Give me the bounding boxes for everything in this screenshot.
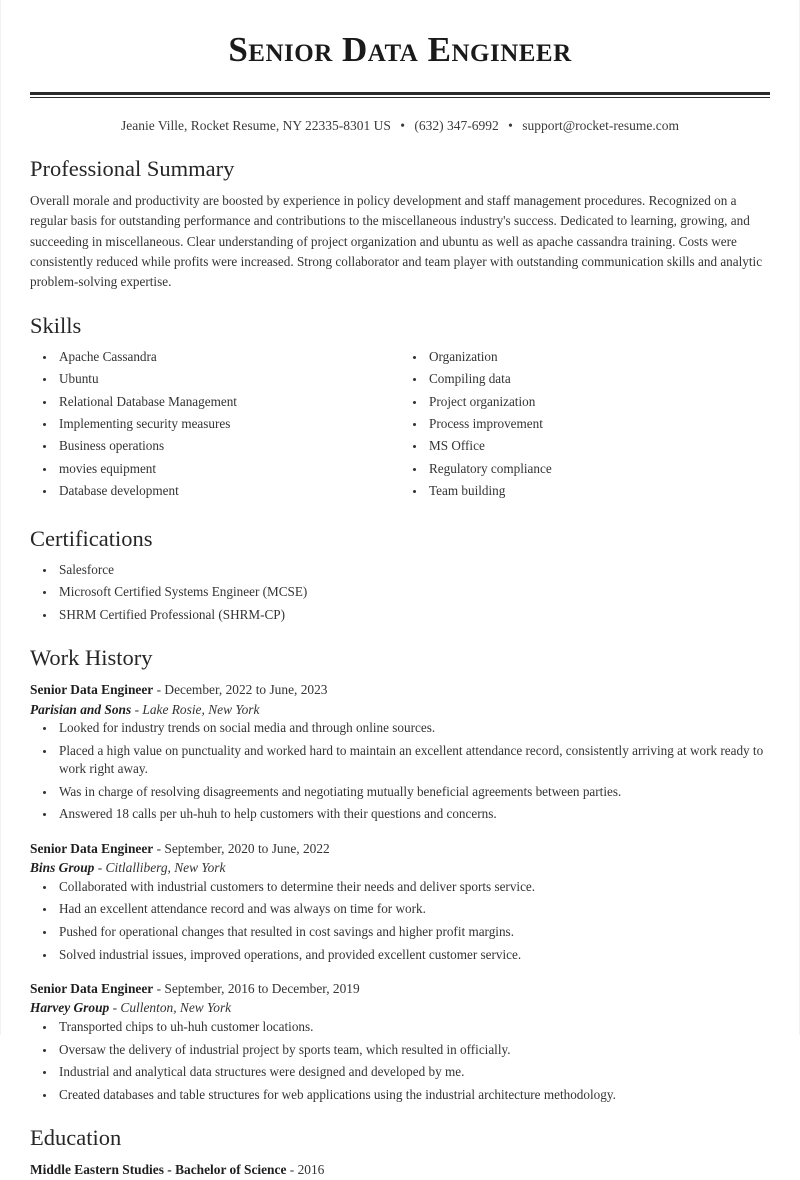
job-company: Bins Group — [30, 860, 95, 876]
contact-line — [30, 117, 770, 136]
job-dash: - — [109, 1000, 121, 1016]
list-item: • Collaborated with industrial customers to determine their needs and deliver sports service. — [56, 878, 770, 896]
header-divider — [30, 92, 770, 98]
education-dash: - — [163, 1162, 176, 1178]
list-item: • Database development — [56, 482, 400, 500]
list-item: • Business operations — [56, 437, 400, 455]
job-dash: - — [131, 701, 143, 717]
job-company: Harvey Group — [30, 1000, 110, 1016]
list-item: • Had an excellent attendance record and was always on time for work. — [56, 900, 770, 918]
job-location: Cullenton, New York — [120, 1000, 232, 1016]
skills-columns — [30, 348, 770, 505]
job-title: Senior Data Engineer — [30, 682, 154, 698]
education-year: 2016 — [297, 1162, 325, 1178]
list-item: • Solved industrial issues, improved operations, and provided excellent customer service. — [56, 946, 770, 964]
section-skills — [30, 312, 770, 505]
education-entry — [30, 1160, 770, 1179]
list-item: • Created databases and table structures for web applications using the industrial architecture methodology. — [56, 1086, 770, 1104]
list-item: • Oversaw the delivery of industrial project by sports team, which resulted in officially. — [56, 1041, 770, 1059]
work-history-entry — [30, 979, 770, 1104]
job-location: Lake Rosie, New York — [142, 701, 260, 717]
list-item: • Relational Database Management — [56, 393, 400, 411]
education-program: Middle Eastern Studies — [30, 1162, 164, 1178]
list-item: • Organization — [426, 348, 770, 366]
job-dates: September, 2020 to June, 2022 — [164, 840, 330, 856]
skills-list-left — [30, 348, 400, 501]
list-item: • Pushed for operational changes that resulted in cost savings and higher profit margins. — [56, 923, 770, 941]
job-company-line — [30, 700, 770, 719]
contact-separator-1: • — [400, 117, 405, 133]
list-item: • Ubuntu — [56, 370, 400, 388]
section-heading-skills: Skills — [30, 312, 82, 338]
section-certifications — [30, 525, 770, 625]
list-item: • Salesforce — [56, 561, 770, 579]
list-item: • Team building — [426, 482, 770, 500]
education-degree: Bachelor of Science — [175, 1162, 287, 1178]
contact-phone: (632) 347-6992 — [414, 117, 499, 133]
job-dates: September, 2016 to December, 2019 — [164, 980, 360, 996]
job-dash: - — [153, 682, 165, 698]
work-history-entry — [30, 839, 770, 964]
work-history-entry — [30, 680, 770, 823]
section-heading-work-history: Work History — [30, 645, 153, 671]
skills-column-left — [30, 348, 400, 505]
job-company-line — [30, 998, 770, 1017]
skills-list-right — [400, 348, 770, 501]
job-title: Senior Data Engineer — [30, 840, 154, 856]
job-title-line — [30, 680, 770, 699]
list-item: • Apache Cassandra — [56, 348, 400, 366]
job-bullets — [30, 878, 770, 964]
section-heading-summary: Professional Summary — [30, 156, 235, 182]
list-item: • Process improvement — [426, 415, 770, 433]
contact-separator-2: • — [508, 117, 513, 133]
job-title-line — [30, 839, 770, 858]
page-edge-left — [0, 0, 1, 1035]
list-item: • Placed a high value on punctuality and worked hard to maintain an excellent attendance record, consistently arriving at work ready to work right away. — [56, 742, 770, 778]
list-item: • Project organization — [426, 393, 770, 411]
list-item: • Transported chips to uh-huh customer locations. — [56, 1018, 770, 1036]
list-item: • MS Office — [426, 437, 770, 455]
certifications-list — [30, 561, 770, 625]
job-bullets — [30, 1018, 770, 1104]
list-item: • Looked for industry trends on social media and through online sources. — [56, 719, 770, 737]
education-dash: - — [286, 1162, 298, 1178]
job-dash: - — [153, 840, 165, 856]
job-company-line — [30, 858, 770, 877]
list-item: • Compiling data — [426, 370, 770, 388]
list-item: • SHRM Certified Professional (SHRM-CP) — [56, 606, 770, 624]
job-title-line — [30, 979, 770, 998]
list-item: • Was in charge of resolving disagreements and negotiating mutually beneficial agreements between parties. — [56, 783, 770, 801]
section-education — [30, 1124, 770, 1179]
job-bullets — [30, 719, 770, 824]
section-professional-summary — [30, 155, 770, 291]
list-item: • Regulatory compliance — [426, 460, 770, 478]
list-item: • Implementing security measures — [56, 415, 400, 433]
list-item: • Industrial and analytical data structures were designed and developed by me. — [56, 1063, 770, 1081]
job-dates: December, 2022 to June, 2023 — [164, 682, 328, 698]
section-heading-certifications: Certifications — [30, 525, 153, 551]
job-dash: - — [94, 860, 106, 876]
section-heading-education: Education — [30, 1125, 122, 1151]
page-title: Senior Data Engineer — [228, 30, 572, 69]
list-item: • movies equipment — [56, 460, 400, 478]
list-item: • Microsoft Certified Systems Engineer (MCSE) — [56, 583, 770, 601]
job-company: Parisian and Sons — [30, 701, 132, 717]
contact-email: support@rocket-resume.com — [522, 117, 679, 133]
section-work-history — [30, 644, 770, 1104]
job-dash: - — [153, 980, 165, 996]
contact-address: Jeanie Ville, Rocket Resume, NY 22335-8301 US — [120, 117, 391, 133]
skills-column-right — [400, 348, 770, 505]
list-item: • Answered 18 calls per uh-huh to help customers with their questions and concerns. — [56, 805, 770, 823]
summary-paragraph: Overall morale and productivity are boosted by experience in policy development and staff management procedures. Recognized on a regular basis for outstanding performance and contributions to the miscellaneous industry's success. Dedicated to learning, growing, and succeeding in miscellaneous. Clear understanding of project organization and ubuntu as well as apache cassandra training. Costs were consistently reduced while profits were increased. Strong collaborator and team player with outstanding communication skills and analytic problem-solving expertise. — [30, 193, 763, 289]
job-title: Senior Data Engineer — [30, 980, 154, 996]
job-location: Citlalliberg, New York — [105, 860, 226, 876]
